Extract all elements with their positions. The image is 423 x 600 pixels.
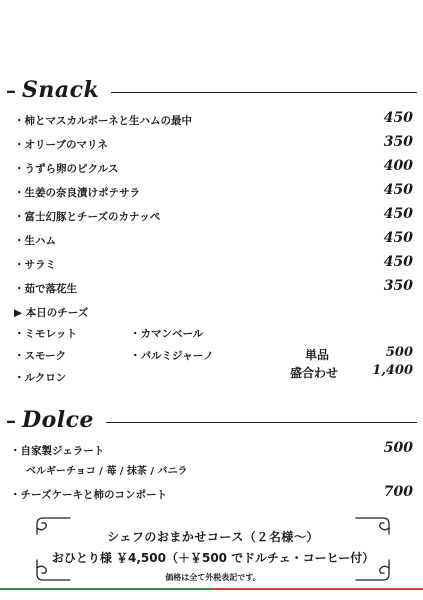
menu-item <box>14 230 415 250</box>
course-title: シェフのおまかせコース（２名様～） <box>107 530 319 544</box>
cheese-single-price: 500 <box>385 345 413 360</box>
item-price: 700 <box>383 484 413 500</box>
item-price: 450 <box>383 206 413 222</box>
item-name: ・柿とマスカルポーネと生ハムの最中 <box>14 115 192 127</box>
menu-item <box>14 134 415 154</box>
menu-item <box>10 484 415 504</box>
dolce-section-header <box>6 408 417 432</box>
item-name: ・生姜の奈良漬けポテサラ <box>14 187 140 199</box>
item-price: 400 <box>383 158 413 174</box>
item-name: ・オリーブのマリネ <box>14 139 108 151</box>
item-price: 500 <box>383 440 413 456</box>
item-name: ・茹で落花生 <box>14 283 77 295</box>
item-price: 450 <box>383 254 413 270</box>
item-price: 450 <box>383 182 413 198</box>
cheese-item: ・ルクロン <box>14 372 67 384</box>
item-name: ・チーズケーキと柿のコンポート <box>10 489 167 501</box>
cheese-assorted-price: 1,400 <box>372 363 413 378</box>
menu-item <box>14 110 415 130</box>
snack-section-header <box>6 78 417 102</box>
dolce-dash: – <box>6 408 16 432</box>
cheese-item: ・パルミジャーノ <box>130 350 214 362</box>
menu-item <box>14 182 415 202</box>
snack-dash: – <box>6 78 16 102</box>
item-name: ・サラミ <box>14 259 56 271</box>
menu-item <box>14 278 415 298</box>
cheese-item: ・ミモレット <box>14 328 77 340</box>
bottom-band <box>0 588 423 590</box>
cheese-single-label: 単品 <box>305 348 330 362</box>
menu-item <box>14 206 415 226</box>
tax-note: 価格は全て外税表記です。 <box>165 573 261 582</box>
item-price: 450 <box>383 230 413 246</box>
menu-item <box>14 254 415 274</box>
menu-item <box>10 440 415 460</box>
item-price: 350 <box>383 278 413 294</box>
course-frame <box>34 516 392 584</box>
cheese-assorted-label: 盛合わせ <box>290 366 339 380</box>
item-name: ・うずら卵のピクルス <box>14 163 119 175</box>
gelato-flavors: ベルギーチョコ / 苺 / 抹茶 / バニラ <box>26 466 188 477</box>
dolce-title: Dolce <box>22 407 95 433</box>
cheese-item: ・スモーク <box>14 350 67 362</box>
snack-title: Snack <box>22 77 100 103</box>
item-price: 450 <box>383 110 413 126</box>
item-name: ・自家製ジェラート <box>10 445 105 457</box>
snack-rule <box>111 92 417 93</box>
cheese-heading: ▶ 本日のチーズ <box>14 307 89 319</box>
item-price: 350 <box>383 134 413 150</box>
menu-item <box>14 158 415 178</box>
course-price: おひとり様 ￥4,500（＋￥500 でドルチェ・コーヒー付） <box>51 551 375 565</box>
dolce-rule <box>106 422 417 423</box>
cheese-item: ・カマンベール <box>130 328 204 340</box>
item-name: ・富士幻豚とチーズのカナッペ <box>14 211 161 223</box>
item-name: ・生ハム <box>14 235 56 247</box>
